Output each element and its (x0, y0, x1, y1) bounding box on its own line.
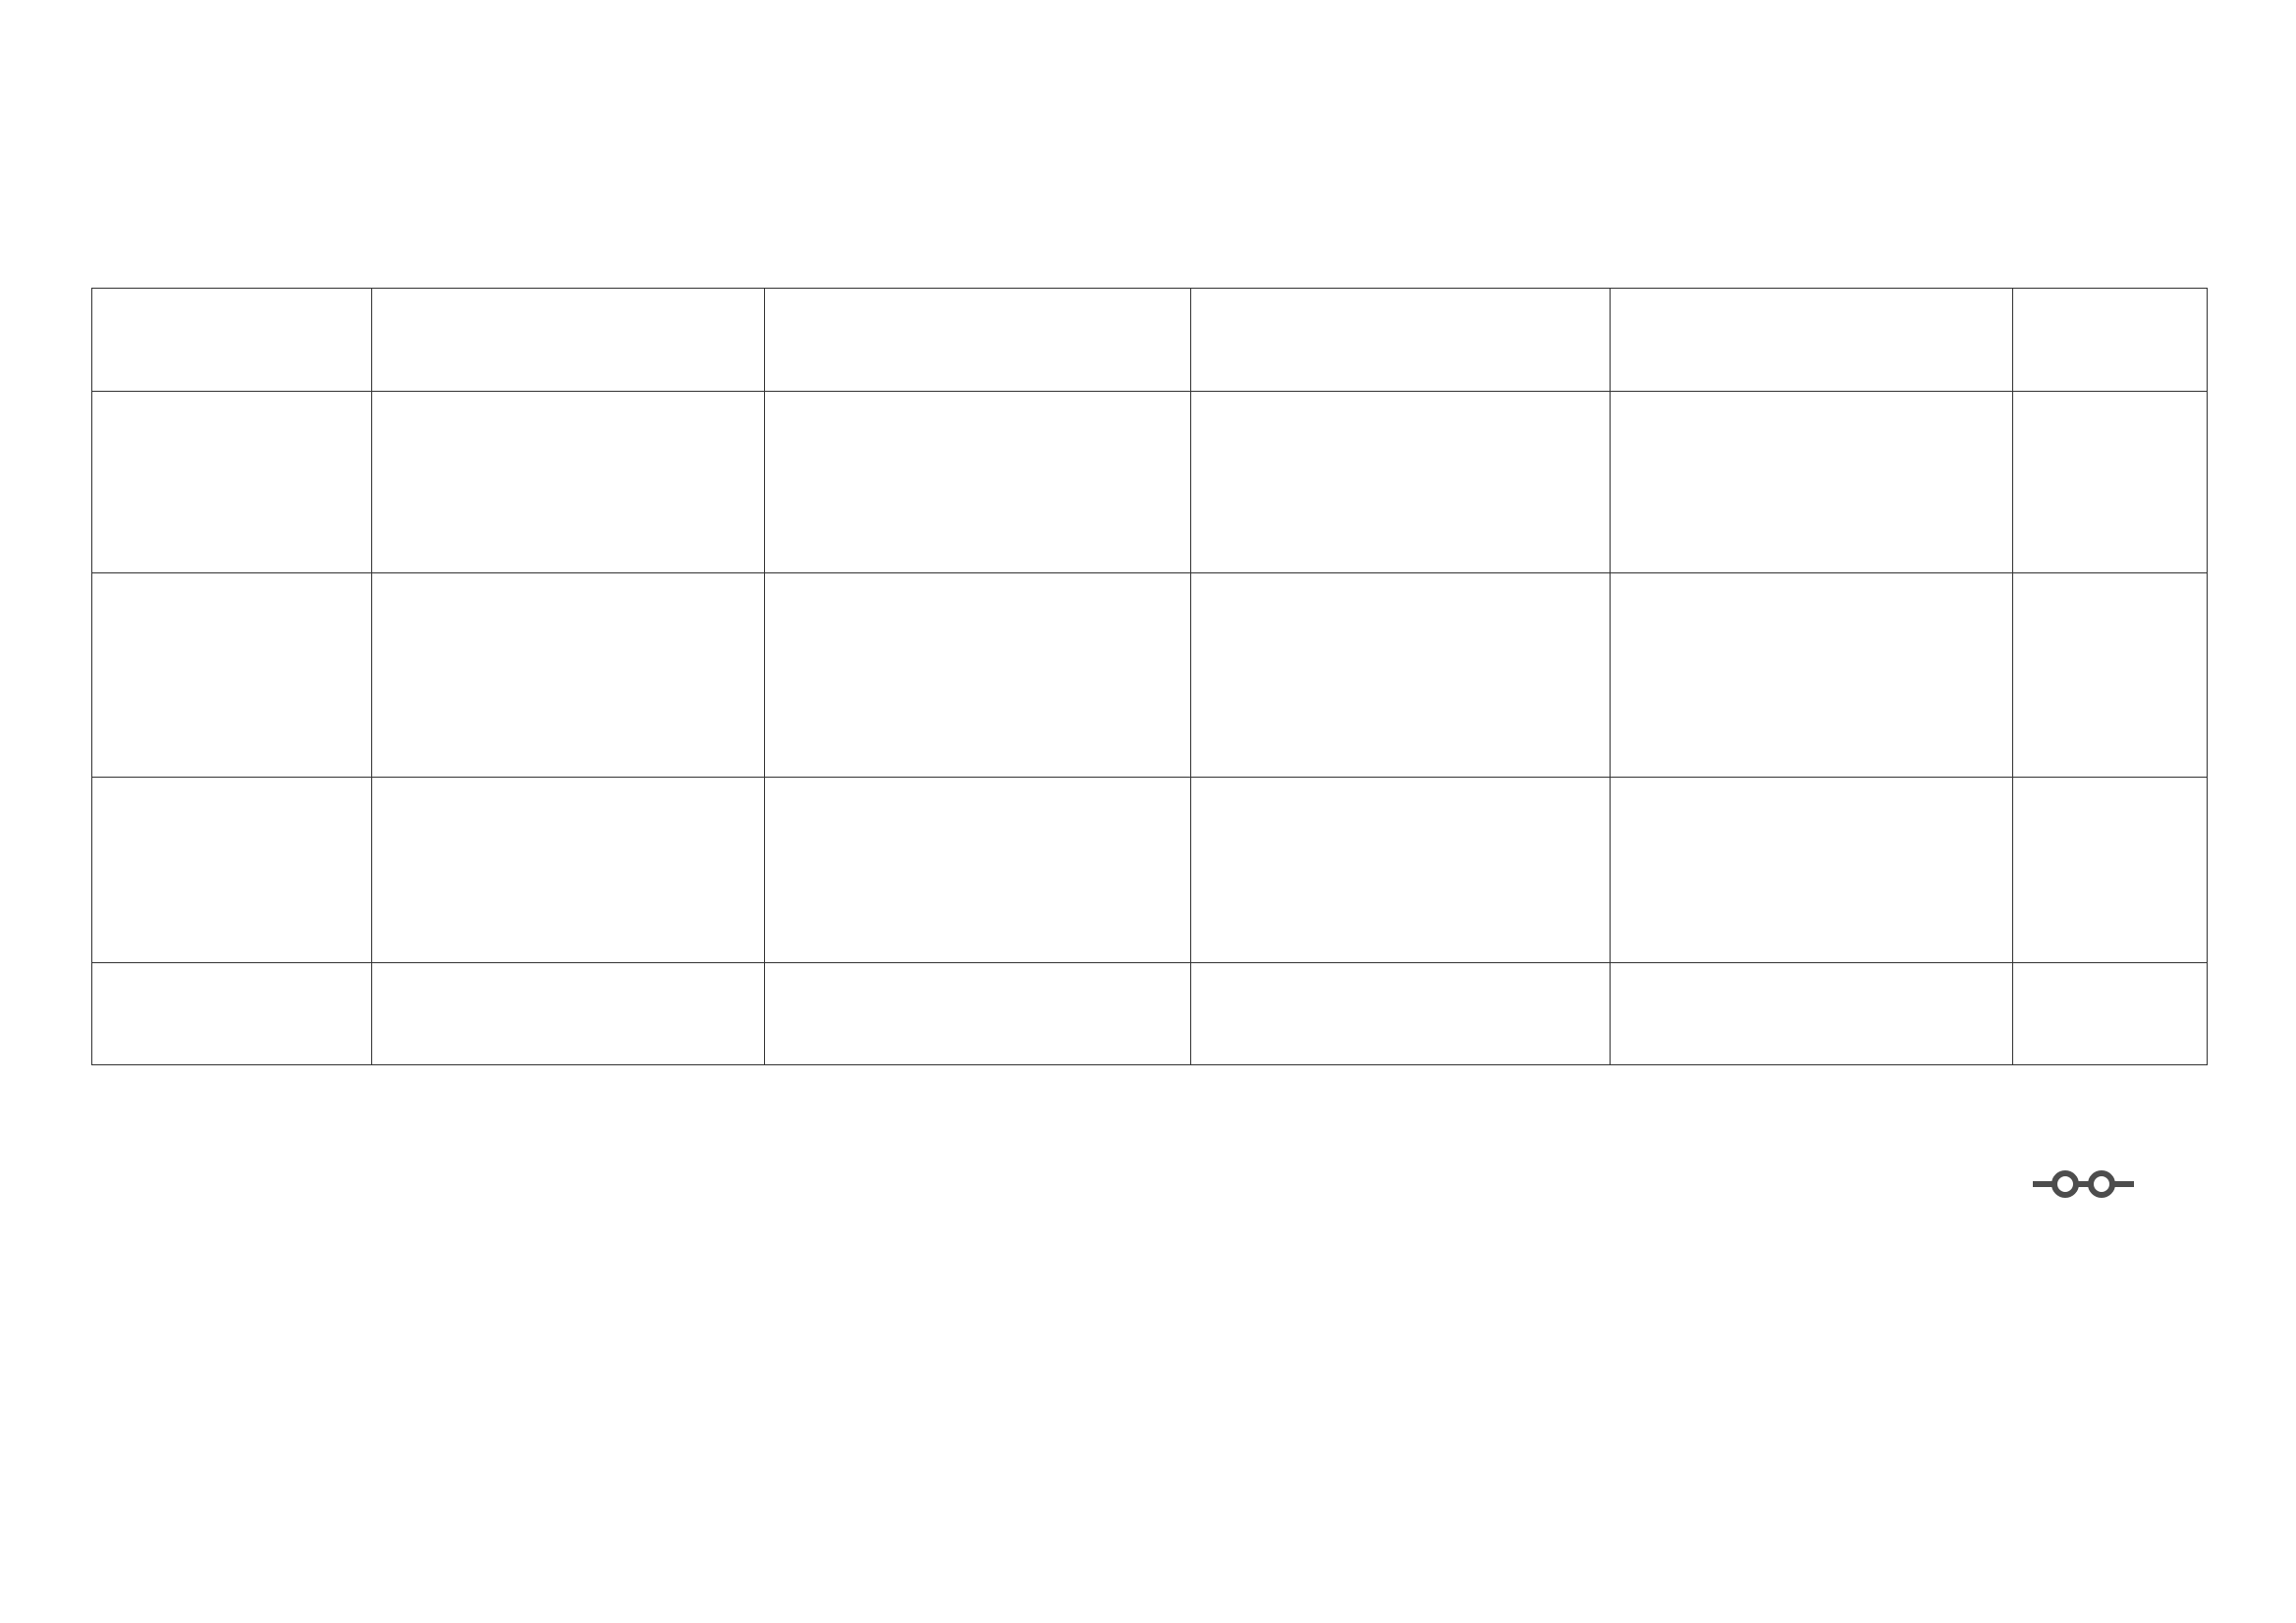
menu-cell (372, 778, 765, 963)
menu-row-lieblingsgericht (92, 392, 2208, 573)
menu-row-dessert (92, 963, 2208, 1065)
menu-cell (2013, 392, 2208, 573)
menu-cell (1191, 573, 1611, 778)
row-label (92, 392, 372, 573)
day-header-monday (372, 289, 765, 392)
menu-cell (765, 963, 1191, 1065)
corner-cell (92, 289, 372, 392)
day-header-tuesday (765, 289, 1191, 392)
menu-cell (2013, 778, 2208, 963)
menu-cell (765, 573, 1191, 778)
day-header-friday (2013, 289, 2208, 392)
row-label (92, 778, 372, 963)
header-row (92, 289, 2208, 392)
menu-cell (2013, 573, 2208, 778)
menu-cell (2013, 963, 2208, 1065)
row-label (92, 573, 372, 778)
day-header-wednesday (1191, 289, 1611, 392)
logo-graphic (1979, 1119, 2210, 1276)
glasses-icon (2033, 1173, 2134, 1195)
menu-cell (1611, 392, 2013, 573)
menu-cell (1191, 963, 1611, 1065)
menu-cell (1191, 392, 1611, 573)
menu-cell (1611, 778, 2013, 963)
menu-row-gut-lecker (92, 573, 2208, 778)
menu-table (91, 288, 2208, 1065)
menu-cell (372, 573, 765, 778)
clever-essen-logo (1979, 1119, 2210, 1335)
menu-cell (1611, 573, 2013, 778)
menu-cell (372, 392, 765, 573)
day-header-thursday (1611, 289, 2013, 392)
menu-row-vegetarisch (92, 778, 2208, 963)
menu-cell (1611, 963, 2013, 1065)
menu-cell (765, 392, 1191, 573)
menu-cell (1191, 778, 1611, 963)
menu-cell (765, 778, 1191, 963)
row-label (92, 963, 372, 1065)
menu-cell (372, 963, 765, 1065)
